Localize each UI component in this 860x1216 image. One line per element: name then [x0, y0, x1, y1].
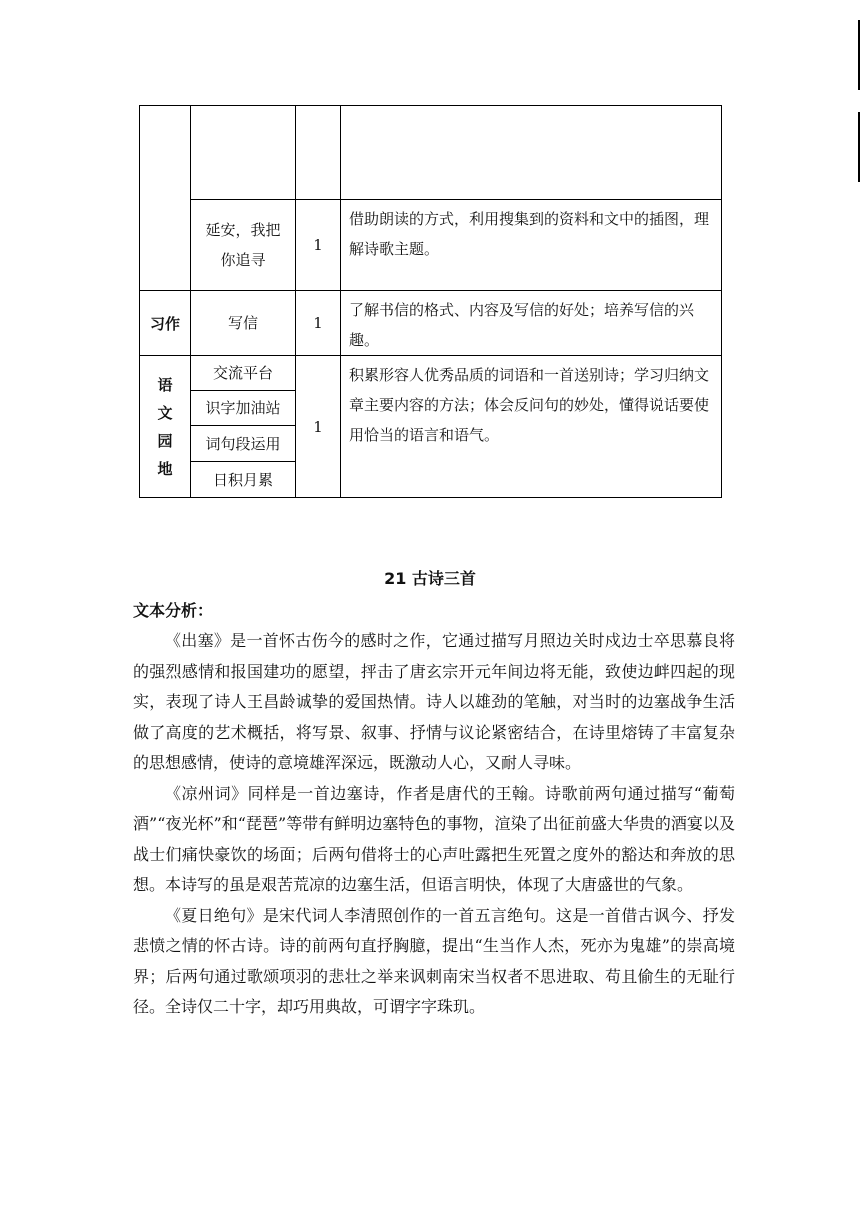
lesson-cell-xizuo: 写信 [191, 291, 296, 356]
hours-cell-xizuo: 1 [296, 291, 341, 356]
table-row-empty [140, 106, 722, 200]
paragraph-chusai: 《出塞》是一首怀古伤今的感时之作，它通过描写月照边关时戍边士卒思慕良将的强烈感情和报国建功的愿望，抨击了唐玄宗开元年间边将无能，致使边衅四起的现实，表现了诗人王昌龄诚挚的爱国热情。诗人以雄劲的笔触，对当时的边塞战争生活做了高度的艺术概括，将写景、叙事、抒情与议论紧密结合，在诗里熔铸了丰富复杂的思想感情，使诗的意境雄浑深远，既激动人心，又耐人寻味。 [133, 631, 735, 772]
category-char: 地 [157, 459, 173, 478]
category-cell-yuwen [140, 356, 191, 498]
section-title: 21 古诗三首 [384, 569, 476, 588]
lesson-cell-ciju: 词句段运用 [191, 426, 296, 462]
lesson-name-line1: 延安，我把 [205, 221, 281, 239]
lesson-cell-jiaoliu: 交流平台 [191, 356, 296, 391]
analysis-body [133, 626, 735, 1023]
table-row-yuwen-1 [140, 356, 722, 391]
table-row-xizuo [140, 291, 722, 356]
goal-cell-yuwen: 积累形容人优秀品质的词语和一首送别诗；学习归纳文章主要内容的方法；体会反问句的妙处，懂得说话要使用恰当的语言和语气。 [341, 356, 722, 498]
paragraph-xiarijueju: 《夏日绝句》是宋代词人李清照创作的一首五言绝句。这是一首借古讽今、抒发悲愤之情的怀古诗。诗的前两句直抒胸臆，提出“生当作人杰，死亦为鬼雄”的崇高境界；后两句通过歌颂项羽的悲壮之举来讽刺南宋当权者不思进取、苟且偷生的无耻行径。全诗仅二十字，却巧用典故，可谓字字珠玑。 [133, 905, 735, 1016]
goal-cell-xizuo: 了解书信的格式、内容及写信的好处；培养写信的兴趣。 [341, 291, 722, 356]
lesson-plan-table [139, 105, 722, 498]
category-char: 语 [157, 375, 173, 394]
lesson-name-line2: 你追寻 [220, 251, 266, 269]
category-char: 园 [157, 431, 173, 450]
hours-cell-yanan: 1 [296, 200, 341, 291]
category-cell-xizuo: 习作 [140, 291, 191, 356]
lesson-cell-empty [191, 106, 296, 200]
goal-cell-yanan: 借助朗读的方式，利用搜集到的资料和文中的插图，理解诗歌主题。 [341, 200, 722, 291]
goal-cell-empty [341, 106, 722, 200]
lesson-cell-shizi: 识字加油站 [191, 391, 296, 426]
paragraph-liangzhouci: 《凉州词》同样是一首边塞诗，作者是唐代的王翰。诗歌前两句通过描写“葡萄酒”“夜光杯”和“琵琶”等带有鲜明边塞特色的事物，渲染了出征前盛大华贵的酒宴以及战士们痛快豪饮的场面；后两句借将士的心声吐露把生死置之度外的豁达和奔放的思想。本诗写的虽是艰苦荒凉的边塞生活，但语言明快，体现了大唐盛世的气象。 [133, 783, 735, 894]
category-char: 文 [157, 403, 173, 422]
section-subheading: 文本分析： [133, 601, 214, 620]
table-row-yanan [140, 200, 722, 291]
hours-cell-yuwen: 1 [296, 356, 341, 498]
lesson-cell-yanan [191, 200, 296, 291]
category-cell-empty [140, 106, 191, 291]
hours-cell-empty [296, 106, 341, 200]
lesson-cell-rijiyuelei: 日积月累 [191, 462, 296, 498]
